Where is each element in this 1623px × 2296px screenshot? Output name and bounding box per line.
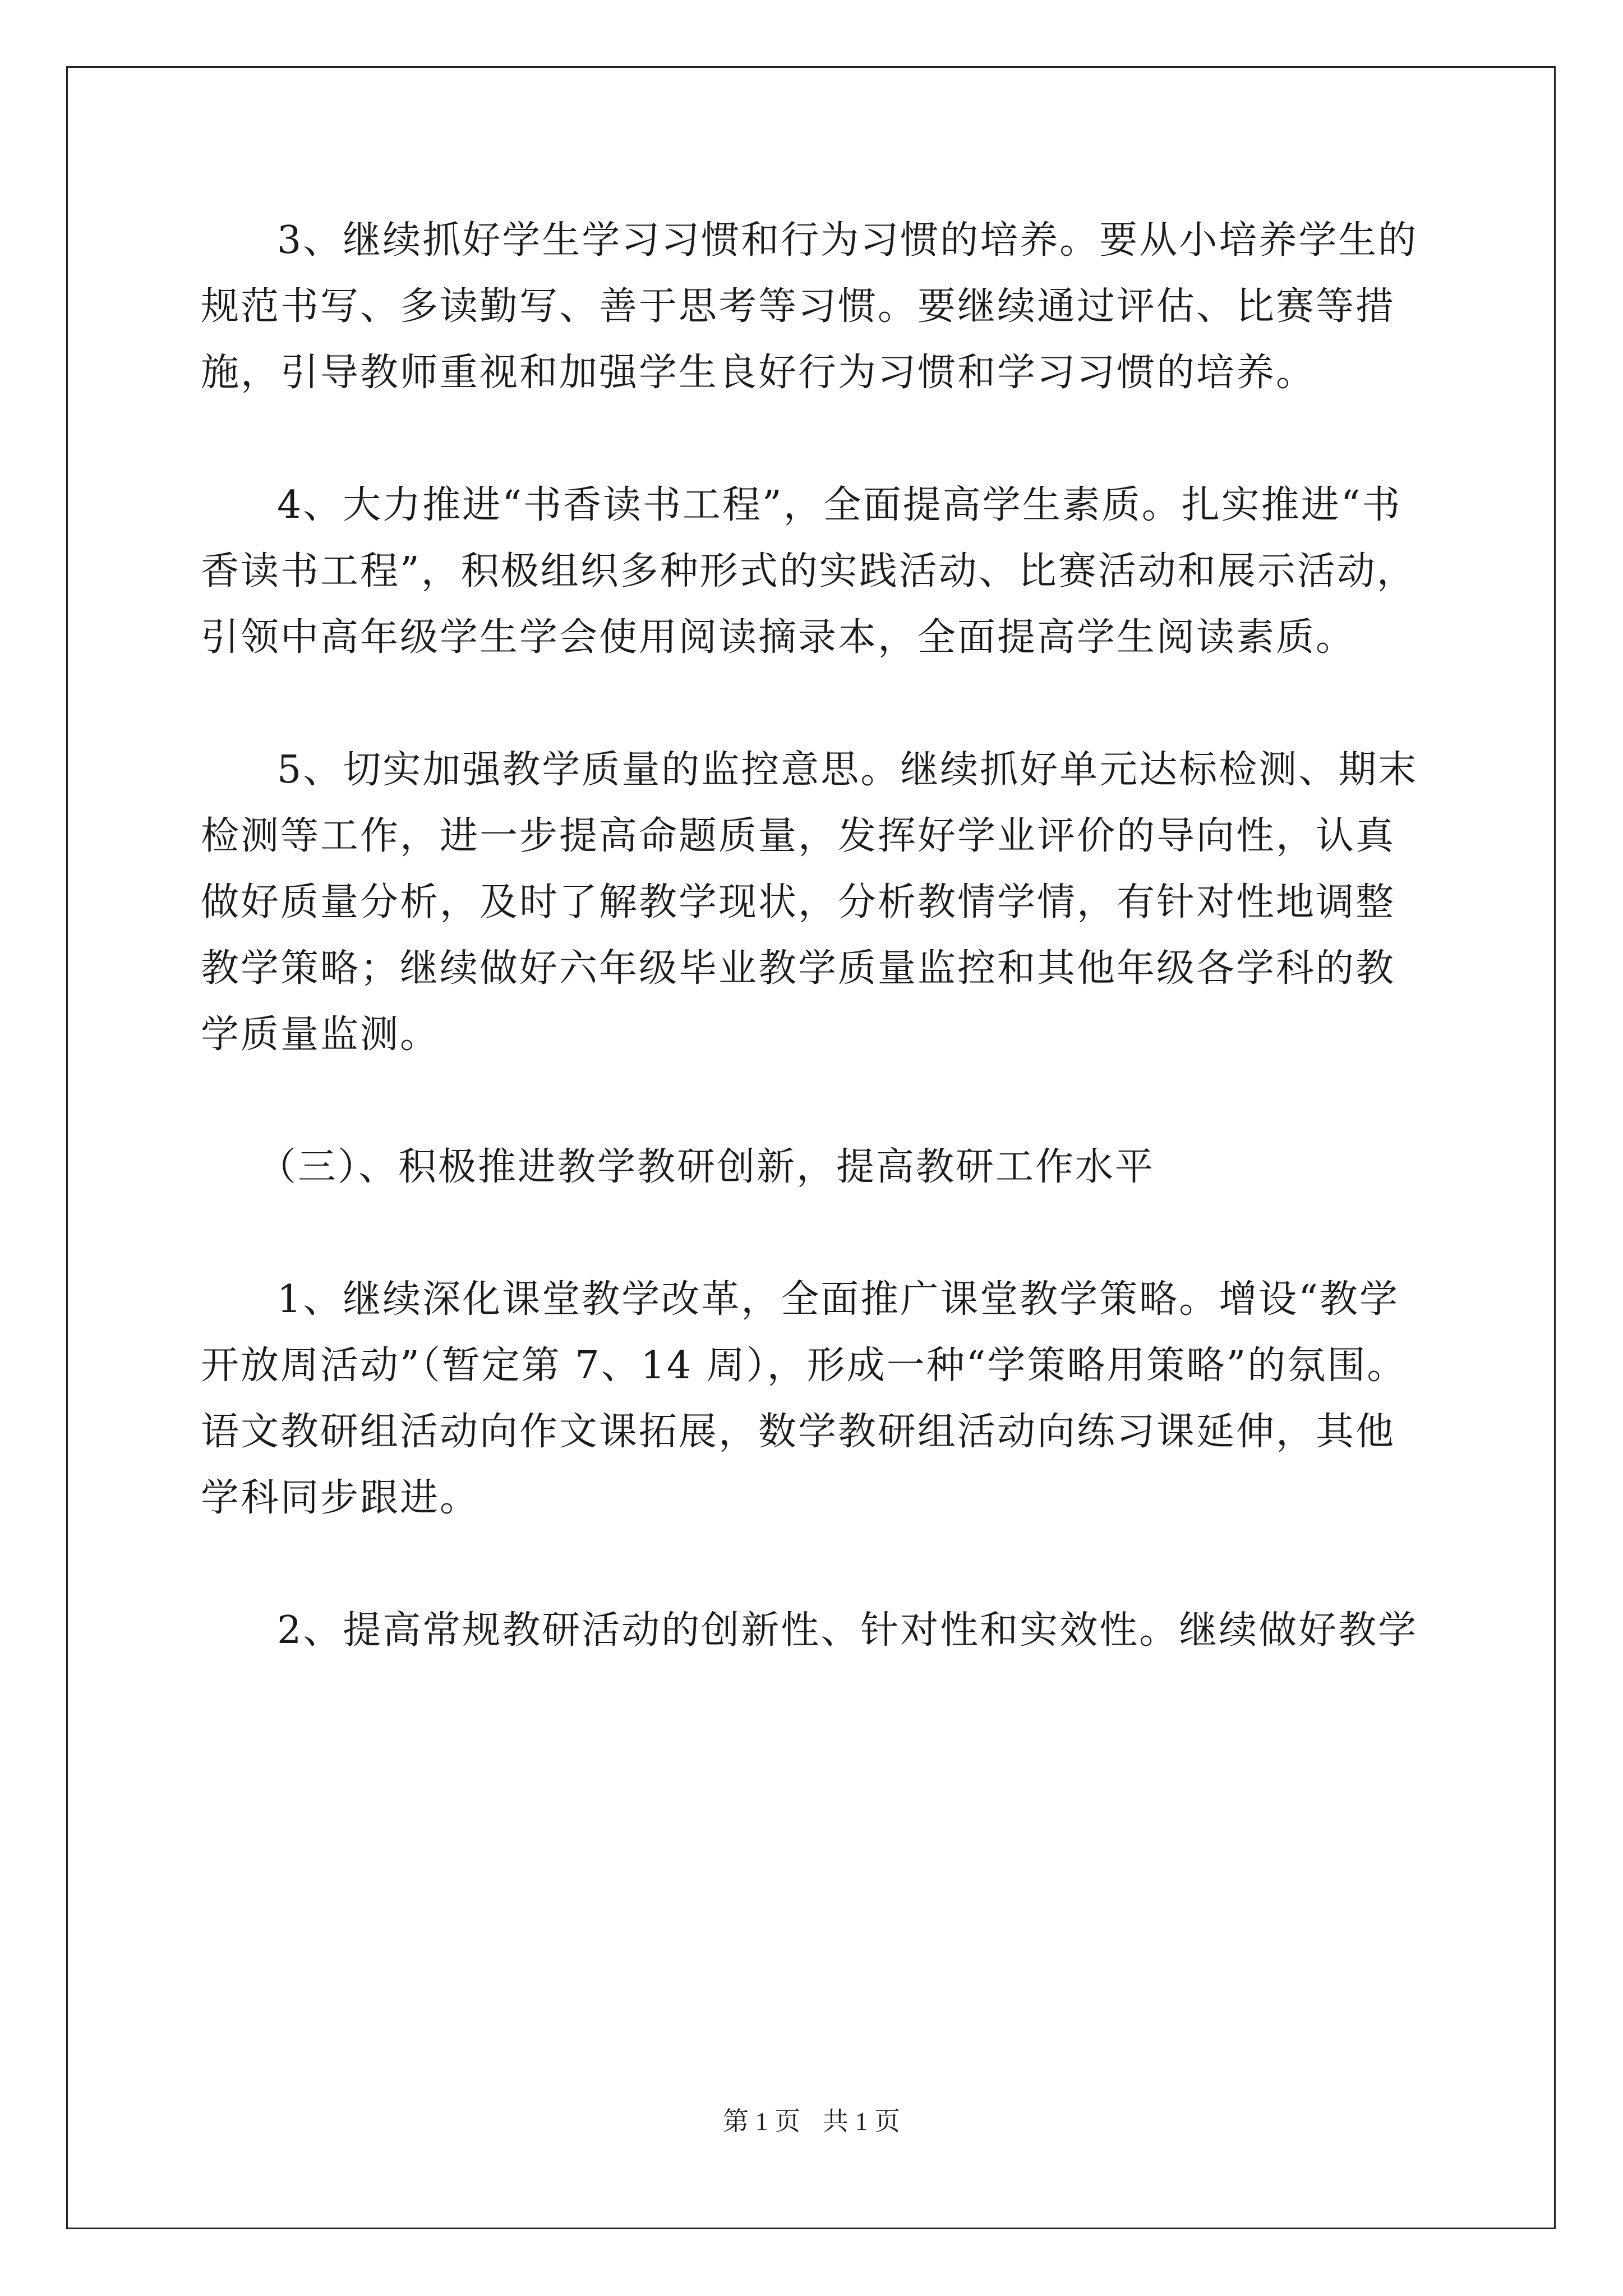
paragraph-item-3 — [201, 208, 1427, 406]
text-line: 4、大力推进“书香读书工程”，全面提高学生素质。扎实推进“书 — [277, 483, 1402, 527]
text-line: 5、切实加强教学质量的监控意思。继续抓好单元达标检测、期末 — [277, 748, 1418, 792]
page-number: 第 1 页 — [723, 2107, 800, 2136]
text-line: 学科同步跟进。 — [201, 1476, 480, 1520]
text-line: 做好质量分析，及时了解教学现状，分析教情学情，有针对性地调整 — [201, 880, 1396, 924]
section-heading-text: （三）、积极推进教学教研创新，提高教研工作水平 — [258, 1145, 1155, 1189]
text-line: 1、继续深化课堂教学改革，全面推广课堂教学策略。增设“教学 — [277, 1277, 1400, 1322]
text-line: 学质量监测。 — [201, 1013, 440, 1057]
text-line: 施，引导教师重视和加强学生良好行为习惯和学习习惯的培养。 — [201, 351, 1316, 395]
paragraph-item-5 — [201, 737, 1427, 1068]
text-line: 规范书写、多读勤写、善于思考等习惯。要继续通过评估、比赛等措 — [201, 284, 1396, 329]
paragraph-item-2 — [201, 1598, 1427, 1664]
text-line: 引领中高年级学生学会使用阅读摘录本，全面提高学生阅读素质。 — [201, 615, 1356, 660]
text-line: 开放周活动”（暂定第 7、14 周），形成一种“学策略用策略”的氛围。 — [201, 1343, 1407, 1388]
text-line: 教学策略；继续做好六年级毕业教学质量监控和其他年级各学科的教 — [201, 946, 1396, 991]
section-heading — [201, 1134, 1427, 1200]
paragraph-item-4 — [201, 472, 1427, 671]
text-line: 香读书工程”，积极组织多种形式的实践活动、比赛活动和展示活动， — [201, 549, 1417, 593]
paragraph-item-1 — [201, 1267, 1427, 1531]
document-body — [201, 208, 1427, 1664]
page-footer — [0, 2105, 1623, 2138]
text-line: 2、提高常规教研活动的创新性、针对性和实效性。继续做好教学 — [277, 1608, 1418, 1653]
text-line: 3、继续抓好学生学习习惯和行为习惯的培养。要从小培养学生的 — [277, 218, 1418, 263]
text-line: 检测等工作，进一步提高命题质量，发挥好学业评价的导向性，认真 — [201, 814, 1396, 858]
page-total: 共 1 页 — [823, 2107, 900, 2136]
text-line: 语文教研组活动向作文课拓展，数学教研组活动向练习课延伸，其他 — [201, 1410, 1396, 1454]
